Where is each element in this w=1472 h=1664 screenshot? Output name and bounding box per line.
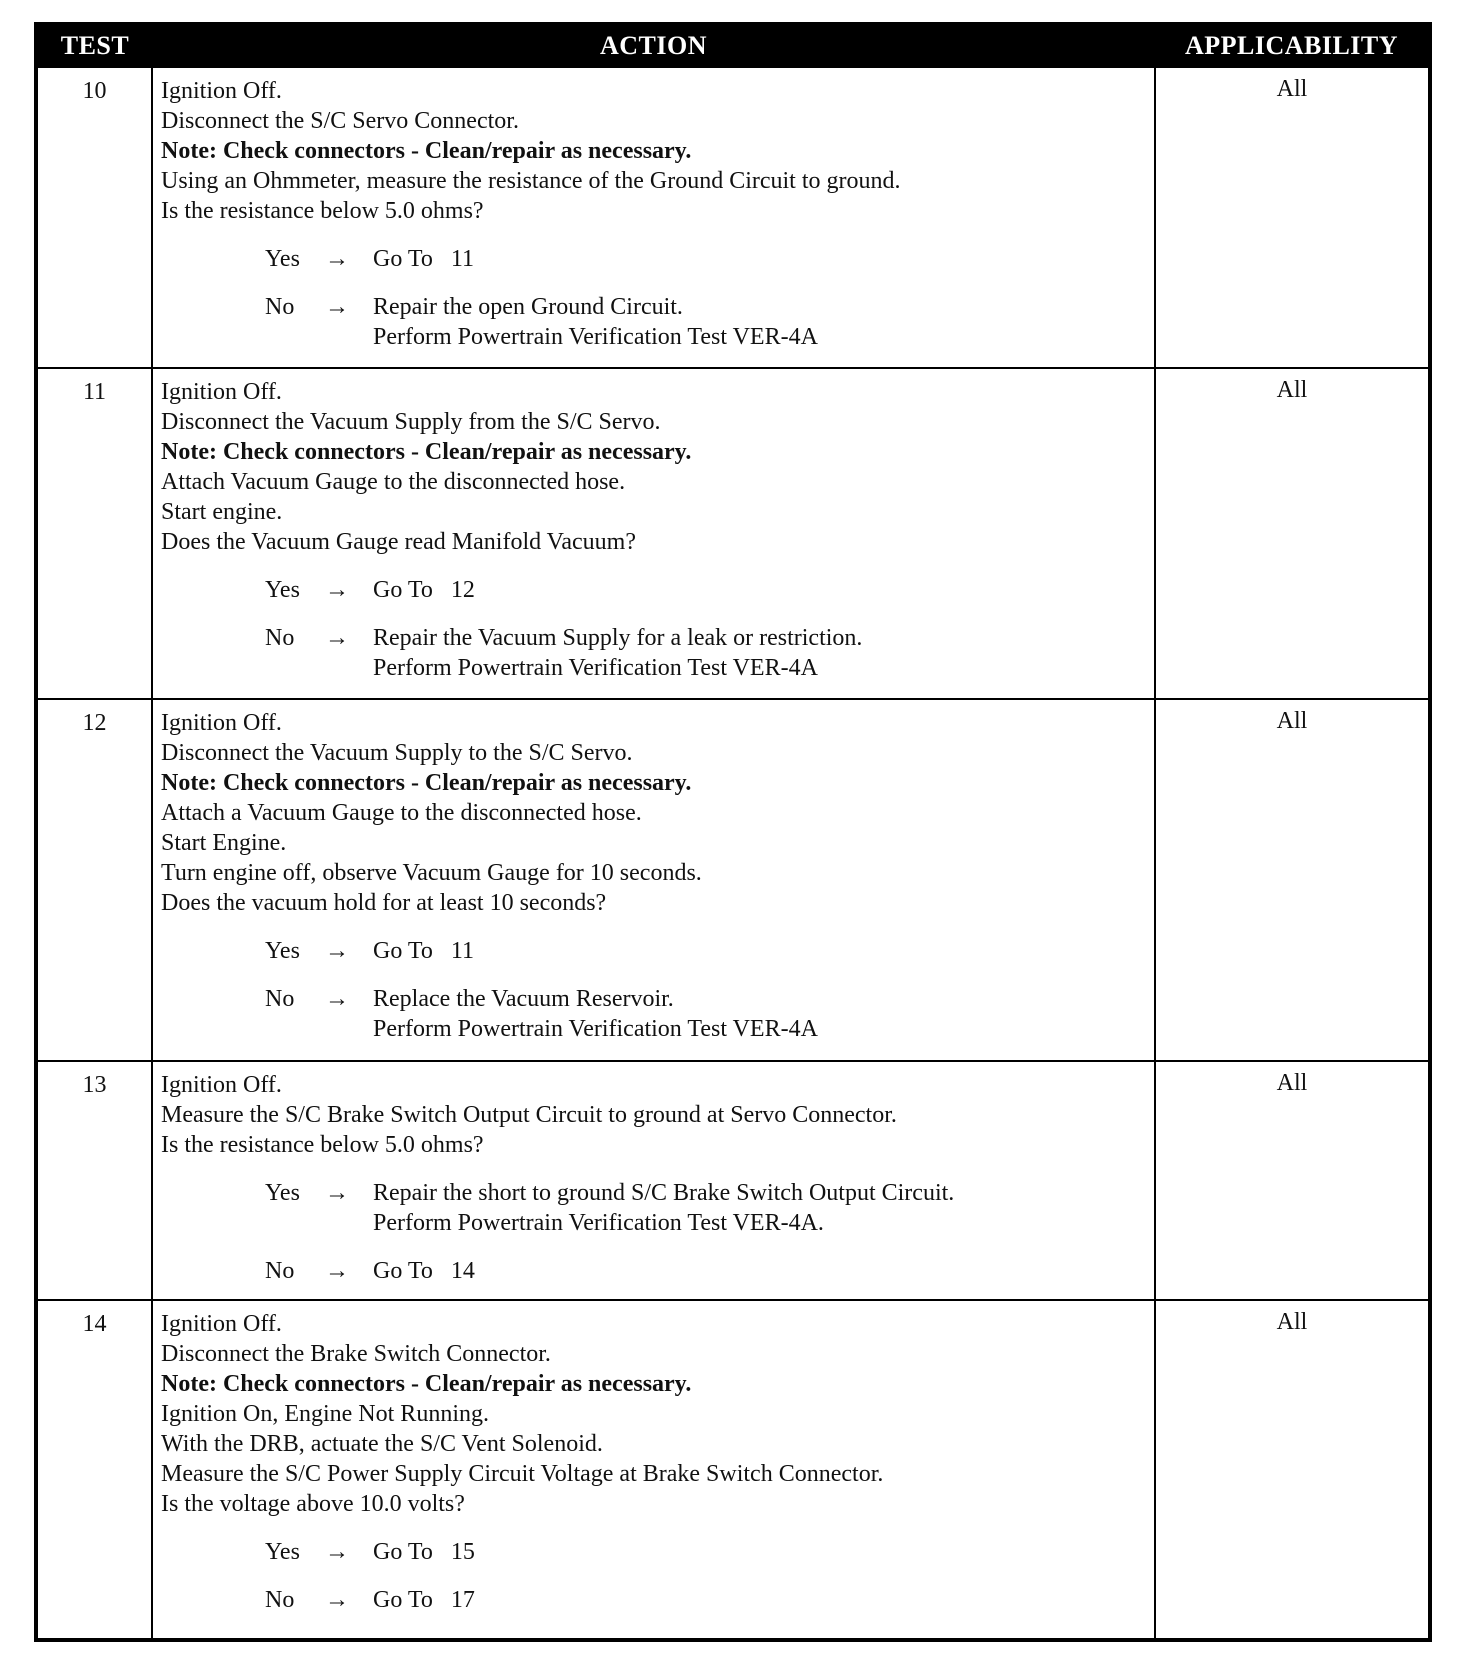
outcome-label: Yes [265,1539,300,1566]
outcome-label: Yes [265,938,300,965]
table-row [36,699,1430,1061]
instruction-line: Does the Vacuum Gauge read Manifold Vacuum? [161,528,636,555]
outcome-label: No [265,986,295,1013]
note-line: Note: Check connectors - Clean/repair as necessary. [161,1371,692,1398]
outcome-yes [265,244,1146,274]
outcome-text-line: Go To 12 [373,576,475,603]
outcome-no [265,623,1146,683]
outcome-no [265,1585,1146,1615]
right-arrow-icon: → [325,938,349,965]
right-arrow-icon: → [325,624,349,651]
outcome-label: Yes [265,576,300,603]
outcome-yes [265,1178,1146,1238]
test-number: 11 [36,368,152,699]
outcome-yes [265,1537,1146,1567]
action-cell [152,699,1155,1061]
outcome-text-line: Perform Powertrain Verification Test VER-4A [373,1016,818,1043]
instruction-line: Turn engine off, observe Vacuum Gauge for 10 seconds. [161,860,702,887]
outcome-text-line: Repair the Vacuum Supply for a leak or restriction. [373,624,863,651]
instruction-line: Disconnect the Vacuum Supply to the S/C Servo. [161,740,633,767]
instruction-line: Disconnect the S/C Servo Connector. [161,108,519,134]
outcome-text-line: Repair the open Ground Circuit. [373,294,683,320]
instruction-line: Ignition Off. [161,1072,282,1099]
test-number: 13 [36,1061,152,1300]
right-arrow-icon: → [325,986,349,1013]
table-row [36,1300,1430,1640]
note-line: Note: Check connectors - Clean/repair as necessary. [161,770,692,797]
instruction-line: Start Engine. [161,830,287,857]
test-procedure-page [34,22,1428,1642]
outcome-label: No [265,294,295,320]
outcome-text [373,936,1146,966]
outcome-text [373,623,1146,683]
instruction-line: Start engine. [161,498,283,525]
right-arrow-icon: → [325,576,349,603]
instruction-line: Attach Vacuum Gauge to the disconnected hose. [161,468,626,495]
instruction-line: Measure the S/C Brake Switch Output Circuit to ground at Servo Connector. [161,1102,897,1129]
test-procedure-table [34,22,1432,1642]
instruction-line: Disconnect the Brake Switch Connector. [161,1341,551,1368]
note-line: Note: Check connectors - Clean/repair as necessary. [161,438,692,465]
instruction-line: Measure the S/C Power Supply Circuit Voltage at Brake Switch Connector. [161,1461,884,1488]
outcome-label: Yes [265,246,300,272]
outcome-no [265,984,1146,1044]
outcomes [161,936,1146,1044]
outcome-text [373,1256,1146,1286]
instruction-line: Does the vacuum hold for at least 10 seconds? [161,890,607,917]
outcome-text-line: Repair the short to ground S/C Brake Switch Output Circuit. [373,1180,955,1207]
outcome-text-line: Go To 14 [373,1258,475,1285]
outcomes [161,1178,1146,1286]
applicability-value: All [1155,1061,1430,1300]
outcome-text-line: Go To 17 [373,1587,475,1614]
instruction-line: Ignition Off. [161,710,282,737]
action-cell [152,67,1155,368]
test-number: 12 [36,699,152,1061]
outcome-text [373,575,1146,605]
outcome-no [265,292,1146,352]
header-action: ACTION [152,24,1155,67]
outcome-text-line: Perform Powertrain Verification Test VER-4A [373,324,818,350]
right-arrow-icon: → [325,1587,349,1614]
applicability-value: All [1155,67,1430,368]
outcome-text [373,292,1146,352]
instruction-line: Using an Ohmmeter, measure the resistance of the Ground Circuit to ground. [161,168,901,194]
outcome-yes [265,575,1146,605]
outcome-text [373,1585,1146,1615]
outcomes [161,1537,1146,1615]
note-line: Note: Check connectors - Clean/repair as necessary. [161,138,692,164]
outcome-text [373,1178,1146,1238]
table-row [36,368,1430,699]
action-cell [152,1300,1155,1640]
right-arrow-icon: → [325,294,349,320]
table-row [36,67,1430,368]
action-cell [152,368,1155,699]
outcome-text [373,1537,1146,1567]
outcomes [161,575,1146,683]
header-test: TEST [36,24,152,67]
instruction-line: Ignition Off. [161,378,282,405]
outcome-text-line: Perform Powertrain Verification Test VER-4A. [373,1210,824,1237]
outcome-text-line: Perform Powertrain Verification Test VER-4A [373,654,818,681]
outcome-no [265,1256,1146,1286]
action-cell [152,1061,1155,1300]
instruction-line: Ignition Off. [161,78,282,104]
outcome-label: Yes [265,1180,300,1207]
instruction-line: With the DRB, actuate the S/C Vent Solenoid. [161,1431,603,1458]
instruction-line: Disconnect the Vacuum Supply from the S/C Servo. [161,408,661,435]
right-arrow-icon: → [325,1180,349,1207]
outcome-label: No [265,624,295,651]
table-row [36,1061,1430,1300]
applicability-value: All [1155,1300,1430,1640]
instruction-line: Is the resistance below 5.0 ohms? [161,1132,484,1159]
test-number: 14 [36,1300,152,1640]
outcome-text-line: Go To 11 [373,938,474,965]
outcome-label: No [265,1587,295,1614]
test-number: 10 [36,67,152,368]
outcome-yes [265,936,1146,966]
instruction-line: Ignition On, Engine Not Running. [161,1401,489,1428]
applicability-value: All [1155,699,1430,1061]
header-applicability: APPLICABILITY [1155,24,1430,67]
outcome-text-line: Replace the Vacuum Reservoir. [373,986,674,1013]
outcome-text [373,244,1146,274]
instruction-line: Is the voltage above 10.0 volts? [161,1491,465,1518]
right-arrow-icon: → [325,1539,349,1566]
table-header-row [36,24,1430,67]
right-arrow-icon: → [325,246,349,272]
instruction-line: Is the resistance below 5.0 ohms? [161,198,484,224]
instruction-line: Ignition Off. [161,1311,282,1338]
outcome-text [373,984,1146,1044]
instruction-line: Attach a Vacuum Gauge to the disconnected hose. [161,800,642,827]
outcomes [161,244,1146,352]
outcome-text-line: Go To 11 [373,246,474,272]
outcome-label: No [265,1258,295,1285]
right-arrow-icon: → [325,1258,349,1285]
applicability-value: All [1155,368,1430,699]
outcome-text-line: Go To 15 [373,1539,475,1566]
